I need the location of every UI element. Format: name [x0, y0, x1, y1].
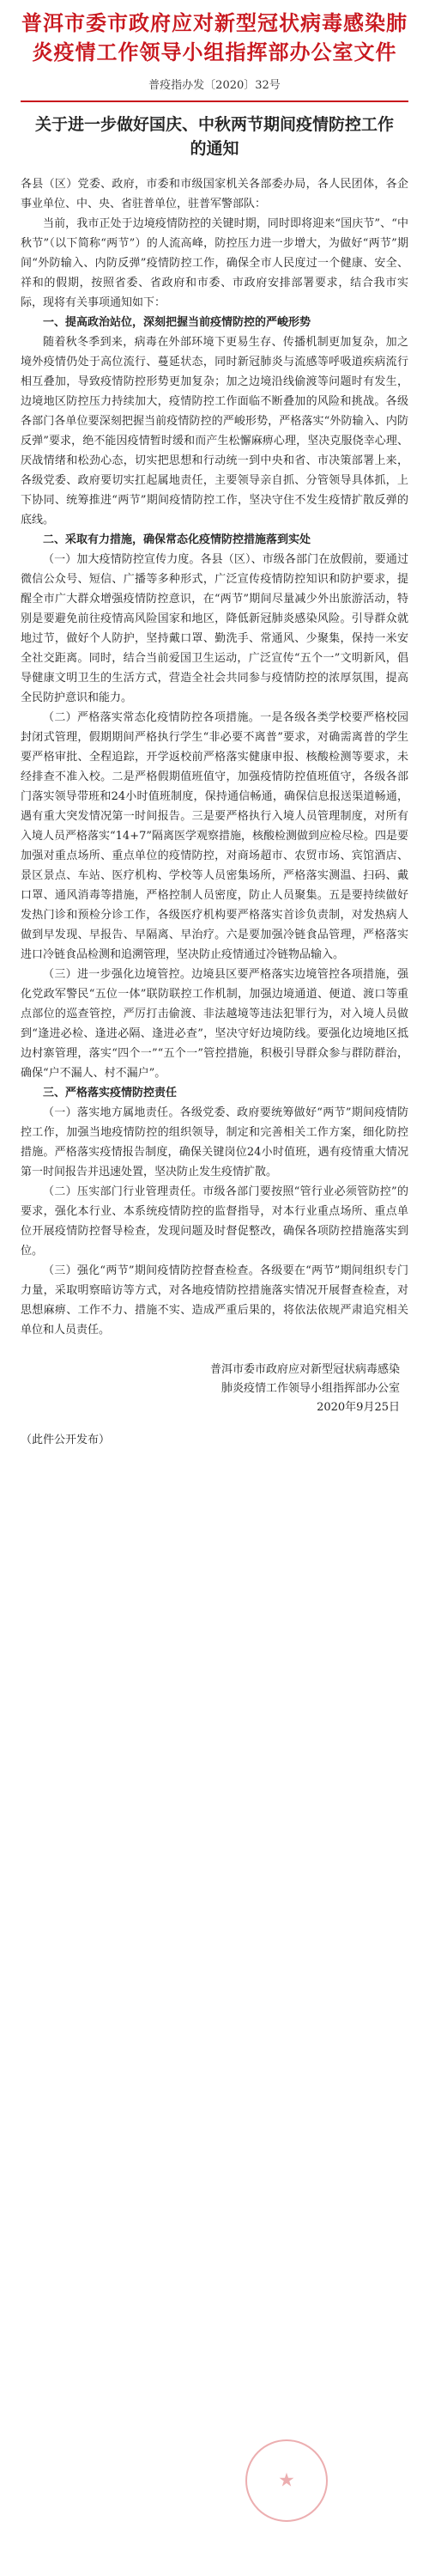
signature-org-line1: 普洱市委市政府应对新型冠状病毒感染: [209, 1363, 400, 1376]
doc-header-title: 普洱市委市政府应对新型冠状病毒感染肺炎疫情工作领导小组指挥部办公室文件: [21, 10, 408, 64]
section-paragraph: （一）落实地方属地责任。各级党委、政府要统筹做好“两节”期间疫情防控工作，加强当地疫情防控的组织领导，制定和完善相关工作方案，细化防控措施。严格落实疫情报告制度，确保关键岗位24小时值班，遇有疫情重大情况第一时间报告并迅速处置，坚决防止发生疫情扩散。: [21, 1106, 408, 1178]
signature-org-line2: 肺炎疫情工作领导小组指挥部办公室: [221, 1382, 400, 1395]
red-divider: [21, 100, 408, 102]
doc-number: 普疫指办发〔2020〕32号: [148, 79, 281, 92]
section-paragraph: （一）加大疫情防控宣传力度。各县（区）、市级各部门在放假前，要通过微信公众号、短信、广播等多种形式，广泛宣传疫情防控知识和防护要求，提醒全市广大群众增强疫情防控意识，在“两节”期间尽量减少外出旅游活动，特别是要避免前往疫情高风险国家和地区，降低新冠肺炎感染风险。引导群众就地过节，做好个人防护，坚持戴口罩、勤洗手、常通风、少聚集，保持一米安全社交距离。同时，结合当前爱国卫生运动，广泛宣传“五个一”文明新风，倡导健康文明卫生的生活方式，营造全社会共同参与疫情防控的浓厚氛围，提高全民防护意识和能力。: [21, 553, 408, 704]
seal-star-icon: ★: [278, 2469, 295, 2492]
public-release-note: （此件公开发布）: [21, 1434, 111, 1446]
intro-block: [21, 214, 408, 313]
section-paragraph: （三）强化“两节”期间疫情防控督查检查。各级要在“两节”期间组织专门力量，采取明察暗访等方式，对各地疫情防控措施落实情况开展督查检查，对思想麻痹、工作不力、措施不实、造成严重后果的，将依法依规严肃追究相关单位和人员责任。: [21, 1264, 408, 1337]
official-seal: [245, 2439, 328, 2522]
sections: [21, 313, 408, 1340]
signature-block: [21, 1361, 408, 1417]
section-paragraph: （二）压实部门行业管理责任。市级各部门要按照“管行业必须管防控”的要求，强化本行业、本系统疫情防控的监督指导，对本行业重点场所、重点单位开展疫情防控督导检查，发现问题及时督促整改，确保各项防控措施落实到位。: [21, 1185, 408, 1258]
notice-title: 关于进一步做好国庆、中秋两节期间疫情防控工作的通知: [34, 115, 394, 158]
section-paragraph: 随着秋冬季到来，病毒在外部环境下更易生存、传播机制更加复杂，加之境外疫情仍处于高位流行、蔓延状态，同时新冠肺炎与流感等呼吸道疾病流行相互叠加，导致疫情防控形势更加复杂；加之边境沿线偷渡等问题时有发生，边境地区防控压力持续加大，疫情防控工作面临不断叠加的风险和挑战。各级各部门各单位要深刻把握当前疫情防控的严峻形势，严格落实“外防输入、内防反弹”要求，绝不能因疫情暂时缓和而产生松懈麻痹心理，坚决克服侥幸心理、厌战情绪和松劲心态，切实把思想和行动统一到中央和省、市决策部署上来，各级党委、政府要切实扛起属地责任，主要领导亲自抓、分管领导具体抓，上下协同、统筹推进“两节”期间疫情防控工作，坚决守住不发生疫情扩散反弹的底线。: [21, 336, 408, 527]
section-heading: 一、提高政治站位，深刻把握当前疫情防控的严峻形势: [43, 316, 311, 329]
section-paragraph: （二）严格落实常态化疫情防控各项措施。一是各级各类学校要严格校园封闭式管理，假期期间严格执行学生“非必要不离普”要求，对确需离普的学生要严格审批、全程追踪，开学返校前严格落实健康申报、核酸检测等要求，未经排查不准入校。二是严格假期值班值守，加强疫情防控值班值守，各级各部门落实领导带班和24小时值班制度，保持通信畅通，确保信息报送渠道畅通，遇有重大突发情况第一时间报告。三是要严格执行入境人员管理制度，对所有入境人员严格落实“14+7”隔离医学观察措施，核酸检测做到应检尽检。四是要加强对重点场所、重点单位的疫情防控，对商场超市、农贸市场、宾馆酒店、景区景点、车站、医疗机构、学校等人员密集场所，严格落实测温、扫码、戴口罩、通风消毒等措施，严格控制人员密度，防止人员聚集。五是要持续做好发热门诊和预检分诊工作，各级医疗机构要严格落实首诊负责制，对发热病人做到早发现、早报告、早隔离、早治疗。六是要加强冷链食品管理，严格落实进口冷链食品检测和追溯管理，坚决防止疫情通过冷链物品输入。: [21, 711, 408, 961]
section-heading: 三、严格落实疫情防控责任: [43, 1087, 178, 1099]
section-heading: 二、采取有力措施，确保常态化疫情防控措施落到实处: [43, 533, 311, 546]
signature-date: 2020年9月25日: [317, 1401, 400, 1414]
recipients: 各县（区）党委、政府，市委和市级国家机关各部委办局，各人民团体，各企事业单位、中、央、省驻普单位，驻普军警部队：: [21, 178, 408, 210]
section-paragraph: （三）进一步强化边境管控。边境县区要严格落实边境管控各项措施，强化党政军警民“五位一体”联防联控工作机制，加强边境通道、便道、渡口等重点部位的巡查管控，严厉打击偷渡、非法越境等违法犯罪行为，对入境人员做到“逢进必检、逢进必隔、逢进必查”，坚决守好边境防线。要强化边境地区抵边村寨管理，落实“四个一”“五个一”管控措施，积极引导群众参与群防群治，确保“户不漏人、村不漏户”。: [21, 968, 408, 1080]
intro-paragraph: 当前，我市正处于边境疫情防控的关键时期，同时即将迎来“国庆节”、“中秋节”（以下简称“两节”）的人流高峰，防控压力进一步增大，为做好“两节”期间“外防输入、内防反弹”疫情防控工作，确保全市人民度过一个健康、安全、祥和的假期，按照省委、省政府和市委、市政府安排部署要求，结合我市实际，现将有关事项通知如下：: [21, 217, 408, 309]
